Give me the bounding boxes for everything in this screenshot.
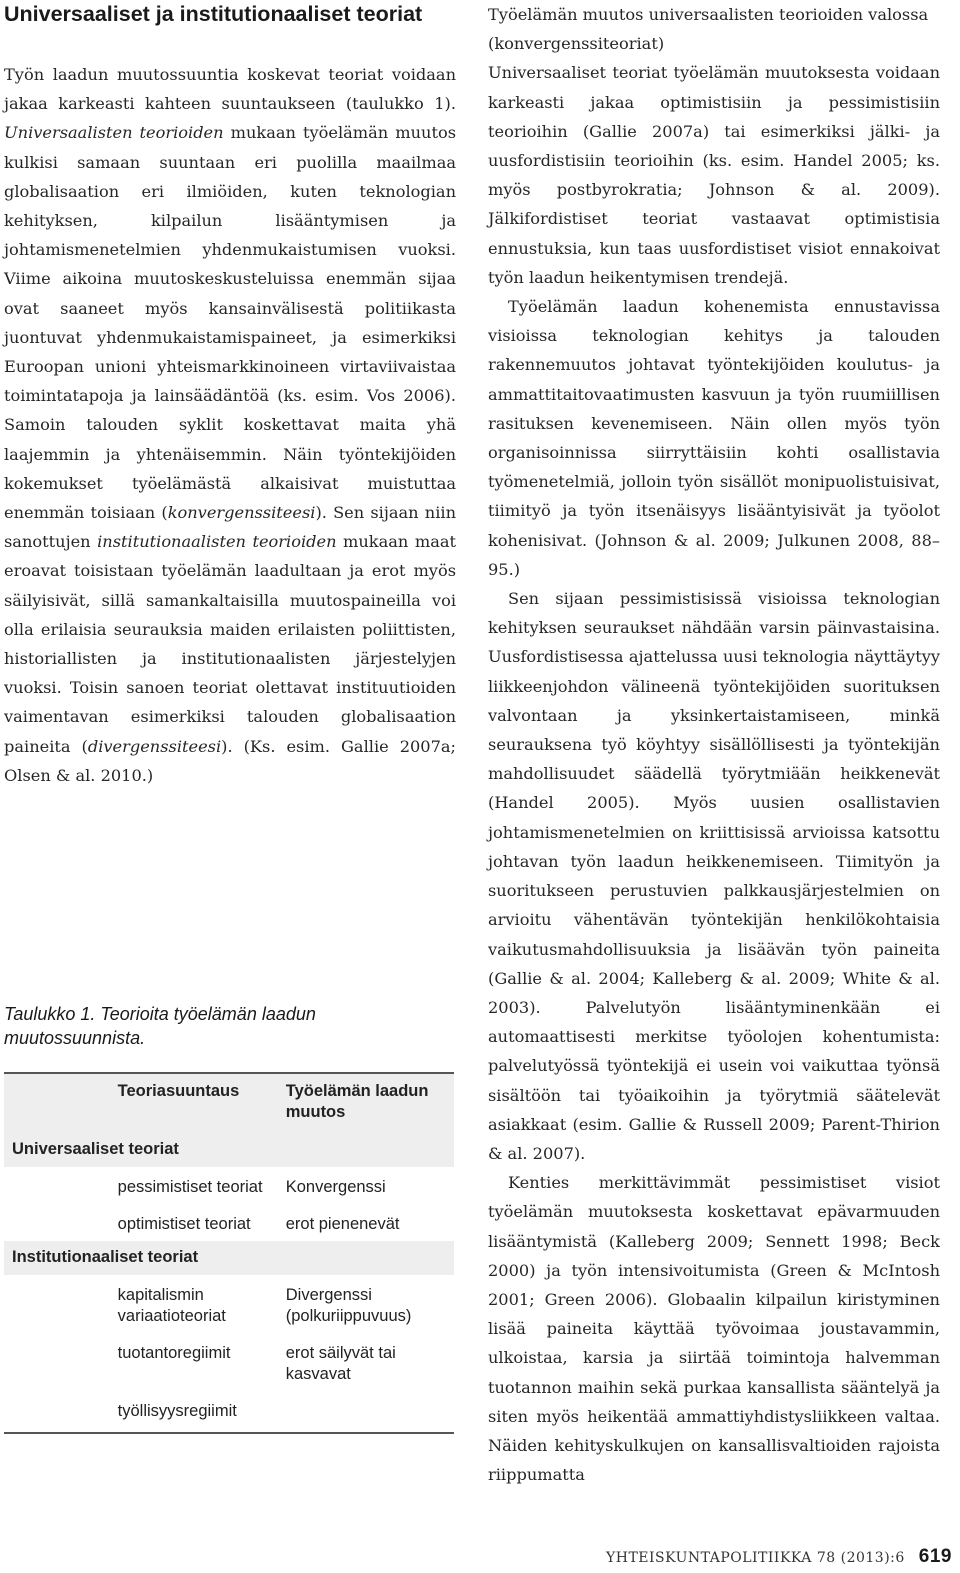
table-header-cell: Työelämän laadun muutos: [286, 1073, 454, 1133]
table-cell: kapitalismin variaatioteoriat: [117, 1286, 226, 1325]
table-header-row: [4, 1073, 454, 1133]
theory-table: [4, 1072, 454, 1434]
right-paragraph: Työelämän laadun kohenemista ennustavissa visioissa teknologian kehitys ja talouden rakennemuutos johtavat työntekijöiden koulutus- ja ammattitaitovaatimusten kasvuun ja työn ruumiillisen rasituksen kevenemiseen. Näin ollen myös työn organisoinnissa siirryttäisiin kohti osallistavia työmenetelmiä, jolloin työn sisällöt monipuolistuisivat, tiimityö ja työn itsenäisyys lisääntyisivät ja työolot kohenisivat. (Johnson & al. 2009; Julkunen 2008, 88–95.): [488, 297, 940, 579]
table-header-cell: [4, 1073, 110, 1133]
table-header-cell: Teoriasuuntaus: [110, 1073, 286, 1133]
text-run: ). (Ks. esim. Gallie 2007a; Olsen & al. 2010.): [4, 736, 456, 785]
table-cell: optimistiset teoriat: [117, 1215, 251, 1233]
left-column: [4, 0, 456, 790]
emphasis: konvergenssiteesi: [167, 503, 316, 523]
text-run: Työn laadun muutossuuntia koskevat teoriat voidaan jakaa karkeasti kahteen suuntaukseen (taulukko 1).: [4, 65, 456, 114]
table-group-row: [4, 1133, 454, 1167]
journal-reference: YHTEISKUNTAPOLITIIKKA 78 (2013):6: [606, 1550, 905, 1566]
section-title: Universaaliset ja institutionaaliset teoriat: [4, 2, 423, 26]
table-row: [4, 1391, 454, 1433]
page-footer: [606, 1546, 952, 1568]
subsection-title: Työelämän muutos universaalisten teorioiden valossa (konvergenssiteoriat): [488, 5, 929, 54]
left-paragraph: [4, 60, 456, 790]
table-row: [4, 1204, 454, 1241]
table-row: [4, 1275, 454, 1333]
emphasis: Universaalisten teorioiden: [4, 123, 224, 143]
table-cell: erot säilyvät tai kasvavat: [285, 1344, 396, 1383]
right-paragraph: Kenties merkittävimmät pessimistiset visiot työelämän muutoksesta koskettavat epävarmuuden lisääntymistä (Kalleberg 2009; Sennett 1998; Beck 2000) ja työn intensivoitumista (Green & McIntosh 2001; Green 2006). Globaalin kilpailun kiristyminen lisää paineita käyttää työvoimaa joustavammin, ulkoistaa, karsia ja siirtää toimintoja halvemman tuotannon maihin sekä purkaa kansallista sääntelyä ja siten myös heikentää ammattiyhdistysliikkeen valtaa. Näiden kehityskulkujen on kansallisvaltioiden rajoista riippumatta: [488, 1173, 940, 1485]
table-cell: erot pienenevät: [285, 1215, 400, 1233]
right-paragraph: Universaaliset teoriat työelämän muutoksesta voidaan karkeasti jakaa optimistisiin ja pessimistisiin teorioihin (Gallie 2007a) tai esimerkiksi jälki- ja uusfordistisiin teorioihin (ks. esim. Handel 2005; ks. myös postbyrokratia; Johnson & al. 2009). Jälkifordistiset teoriat vastaavat optimistisia ennustuksia, kun taas uusfordistiset visiot ennakoivat työn laadun heikentymisen trendejä.: [488, 63, 940, 287]
table-cell: Konvergenssi: [285, 1178, 386, 1196]
table-cell: [286, 1391, 454, 1433]
emphasis: institutionaalisten teorioiden: [97, 532, 337, 552]
page-number: 619: [918, 1546, 952, 1567]
table-row: [4, 1167, 454, 1204]
table-group-label: Universaaliset teoriat: [4, 1133, 454, 1167]
text-run: ). Sen sijaan niin sanottujen: [4, 503, 456, 552]
table-group-row: [4, 1241, 454, 1275]
text-run: mukaan työelämän muutos kulkisi samaan suuntaan eri puolilla maailmaa globalisaation eri ilmiöiden, kuten teknologian kehityksen, kilpailun lisääntymisen ja johtamismenetelmien yhdenmukaistumisen vuoksi. Viime aikoina muutoskeskusteluissa enemmän sijaa ovat saaneet myös kansainvälisestä politiikasta juontuvat yhdenmukaistamispaineet, ja esimerkiksi Euroopan unioni yhteismarkkinoineen virtaviivaistaa toimintatapoja ja lainsäädäntöä (ks. esim. Vos 2006). Samoin talouden syklit koskettavat maita yhä laajemmin ja yhtenäisemmin. Näin työntekijöiden kokemukset työelämästä alkaisivat muistuttaa enemmän toisiaan (: [4, 123, 456, 523]
right-paragraph: Sen sijaan pessimistisissä visioissa teknologian kehityksen seuraukset nähdään varsin päinvastaisina. Uusfordistisessa ajattelussa uusi teknologia näyttäytyy liikkeenjohdon välineenä työntekijöiden suorituksen valvontaan ja yksinkertaistamiseen, minkä seurauksena työ köyhtyy sisällöllisesti ja työntekijän mahdollisuudet säädellä työrytmiään heikkenevät (Handel 2005). Myös uusien osallistavien johtamismenetelmien on kriittisissä arvioissa katsottu johtavan työn laadun heikkenemiseen. Tiimityön ja suoritukseen perustuvien palkkausjärjestelmien on arvioitu vähentävän työntekijän henkilökohtaisia vaikutusmahdollisuuksia ja lisäävän työn paineita (Gallie & al. 2004; Kalleberg & al. 2009; White & al. 2003). Palvelutyön lisääntyminenkään ei automaattisesti merkitse työolojen kohentumista: palvelutyössä työntekijä ei usein voi vaikuttaa työnsä sisältöön tai työaikoihin ja työrytmiä säätelevät asiakkaat (esim. Gallie & Russell 2009; Parent-Thirion & al. 2007).: [488, 589, 940, 1163]
table-cell: pessimistiset teoriat: [117, 1178, 263, 1196]
text-run: mukaan maat eroavat toisistaan työelämän laadultaan ja erot myös säilyisivät, sillä samankaltaisilla muutospaineilla voi olla erilaisia seurauksia maiden erilaisten poliittisten, historiallisten ja institutionaalisten järjestelyjen vuoksi. Toisin sanoen teoriat olettavat instituutioiden vaimentavan esimerkiksi talouden globalisaation paineita (: [4, 532, 457, 756]
emphasis: divergenssiteesi: [87, 736, 222, 756]
table-group-label: Institutionaaliset teoriat: [4, 1241, 454, 1275]
table-cell: työllisyysregiimit: [110, 1391, 286, 1433]
table-row: [4, 1333, 454, 1391]
table-cell: tuotantoregiimit: [117, 1344, 231, 1362]
table-cell: Divergenssi (polkuriippuvuus): [285, 1286, 412, 1325]
table-caption: Taulukko 1. Teorioita työelämän laadun muutossuunnista.: [4, 1004, 316, 1048]
right-column: [488, 0, 940, 1489]
